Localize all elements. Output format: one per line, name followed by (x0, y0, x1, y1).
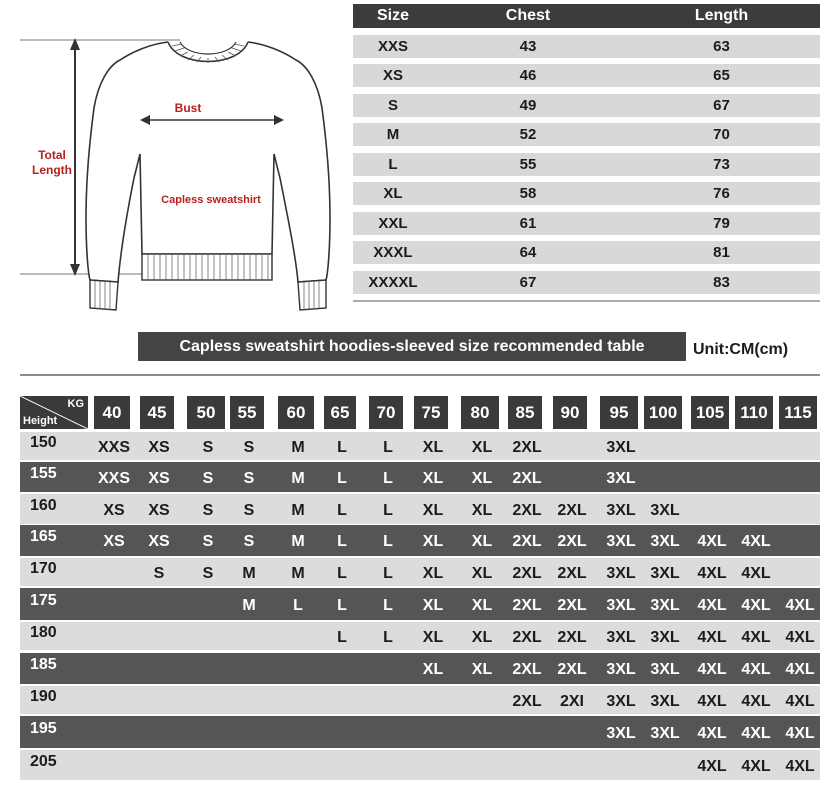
height-cell: 205 (30, 752, 57, 770)
size-recommendation-cell: 4XL (741, 596, 771, 614)
height-row (20, 750, 820, 780)
size-recommendation-cell: L (383, 628, 393, 646)
size-recommendation-cell: 3XL (650, 661, 680, 678)
length-cell: 83 (713, 273, 730, 291)
weight-header-cell: 40 (94, 396, 130, 429)
chart-divider (353, 300, 820, 302)
chest-cell: 43 (519, 37, 537, 55)
size-recommendation-cell: L (383, 501, 393, 519)
size-recommendation-cell: L (383, 564, 393, 582)
size-recommendation-cell: XL (471, 564, 493, 582)
size-recommendation-cell: L (337, 438, 347, 456)
length-cell: 67 (713, 96, 730, 114)
size-recommendation-cell: S (202, 533, 214, 550)
weight-header-cell: 70 (369, 396, 403, 429)
size-recommendation-cell: XL (422, 628, 444, 646)
height-cell: 150 (30, 433, 57, 451)
size-recommendation-cell: L (337, 596, 347, 614)
size-recommendation-cell: 4XL (741, 757, 771, 775)
size-recommendation-cell: 2XL (512, 501, 542, 519)
header-size: Size (376, 7, 409, 24)
weight-header-cell: 50 (187, 396, 225, 429)
size-recommendation-cell: 2XL (512, 692, 542, 710)
weight-header-row (20, 396, 820, 429)
length-cell: 70 (713, 126, 730, 143)
chest-cell: 55 (519, 155, 537, 173)
size-recommendation-cell: 4XL (697, 628, 727, 646)
size-recommendation-cell: S (202, 501, 214, 519)
size-recommendation-cell: 2XL (512, 533, 542, 550)
length-cell: 81 (713, 244, 730, 261)
size-recommendation-cell: M (291, 501, 305, 519)
size-recommendation-cell: 2XL (512, 469, 542, 487)
size-recommendation-cell: XL (471, 533, 493, 550)
height-cell: 160 (30, 496, 57, 514)
height-row (20, 588, 820, 620)
size-recommendation-cell: 3XL (606, 596, 636, 614)
height-cell: 155 (30, 464, 57, 482)
size-recommendation-cell: 3XL (606, 469, 636, 487)
size-recommendation-cell: 3XL (606, 533, 636, 550)
size-recommendation-cell: XS (148, 438, 170, 456)
length-cell: 79 (713, 214, 730, 232)
weight-header-cell: 75 (414, 396, 448, 429)
size-recommendation-cell: 3XL (650, 564, 680, 582)
size-recommendation-cell: 3XL (606, 628, 636, 646)
size-recommendation-cell: 4XL (785, 596, 815, 614)
size-recommendation-cell: 4XL (741, 533, 771, 550)
size-recommendation-cell: 4XL (741, 661, 771, 678)
corner-kg: KG (67, 398, 84, 410)
size-cell: XS (382, 67, 403, 84)
size-recommendation-cell: 2XL (557, 596, 587, 614)
size-recommendation-cell: 3XL (650, 724, 680, 742)
size-recommendation-cell: XL (471, 501, 493, 519)
size-recommendation-cell: 2XL (557, 501, 587, 519)
size-recommendation-cell: S (202, 469, 214, 487)
size-recommendation-cell: 4XL (785, 757, 815, 775)
size-cell: XL (383, 185, 403, 202)
size-recommendation-cell: 2XL (512, 596, 542, 614)
size-recommendation-cell: 3XL (606, 564, 636, 582)
size-cell: M (386, 126, 400, 143)
total-length-label: Total Length (32, 148, 72, 177)
size-recommendation-cell: 4XL (697, 661, 727, 678)
size-recommendation-cell: XL (422, 438, 444, 456)
size-chart-row (353, 123, 820, 146)
length-cell: 76 (713, 185, 730, 202)
size-recommendation-cell: XS (103, 533, 125, 550)
height-cell: 190 (30, 687, 57, 705)
size-recommendation-cell: S (202, 564, 214, 582)
sweatshirt-diagram (20, 28, 345, 323)
size-recommendation-cell: 4XL (697, 757, 727, 775)
size-recommendation-cell: M (291, 469, 305, 487)
size-recommendation-cell: 4XL (785, 724, 815, 742)
recommend-table (20, 396, 820, 775)
size-recommendation-cell: L (383, 533, 393, 550)
size-recommendation-cell: M (291, 564, 305, 582)
size-chart (353, 4, 820, 302)
size-recommendation-cell: XL (422, 564, 444, 582)
size-recommendation-cell: S (202, 438, 214, 456)
size-recommendation-cell: XS (103, 501, 125, 519)
size-recommendation-cell: 3XL (606, 501, 636, 519)
size-recommendation-cell: M (291, 438, 305, 456)
size-chart-row (353, 182, 820, 205)
size-cell: XXS (377, 37, 408, 55)
length-cell: 63 (713, 37, 730, 55)
height-cell: 185 (30, 656, 57, 673)
size-recommendation-cell: XL (471, 438, 493, 456)
size-recommendation-cell: XL (471, 596, 493, 614)
chest-cell: 67 (519, 273, 537, 291)
size-recommendation-cell: L (337, 628, 347, 646)
size-recommendation-cell: 4XL (741, 564, 771, 582)
size-recommendation-cell: 3XL (650, 533, 680, 550)
size-recommendation-cell: L (337, 501, 347, 519)
size-recommendation-cell: L (337, 533, 347, 550)
size-recommendation-cell: XL (422, 501, 444, 519)
weight-header-cell: 65 (324, 396, 356, 429)
height-row (20, 622, 820, 650)
size-cell: XXL (378, 214, 408, 232)
weight-header-cell: 95 (600, 396, 638, 429)
height-row (20, 494, 820, 524)
header-chest: Chest (505, 7, 551, 24)
size-recommendation-cell: 3XL (650, 628, 680, 646)
chest-cell: 49 (519, 96, 537, 114)
size-recommendation-cell: S (153, 564, 165, 582)
weight-header-cell: 100 (644, 396, 682, 429)
size-recommendation-cell: 2XL (512, 628, 542, 646)
height-row (20, 525, 820, 556)
size-cell: XXXL (373, 244, 413, 261)
size-recommendation-cell: 4XL (697, 596, 727, 614)
corner-cell (20, 396, 88, 429)
section-divider (20, 374, 820, 376)
weight-header-cell: 55 (230, 396, 264, 429)
size-recommendation-cell: 4XL (785, 628, 815, 646)
size-recommendation-cell: 4XL (741, 692, 771, 710)
height-cell: 175 (30, 591, 57, 609)
weight-header-cell: 60 (278, 396, 314, 429)
size-recommendation-cell: M (291, 533, 305, 550)
size-recommendation-cell: 4XL (741, 724, 771, 742)
size-recommendation-cell: S (243, 469, 255, 487)
size-recommendation-cell: 4XL (697, 692, 727, 710)
recommend-table-title: Capless sweatshirt hoodies-sleeved size recommended table (138, 332, 686, 361)
size-chart-row (353, 35, 820, 58)
size-recommendation-cell: XL (422, 661, 444, 678)
size-recommendation-cell: 3XL (606, 438, 636, 456)
size-recommendation-cell: 4XL (785, 661, 815, 678)
size-recommendation-cell: 4XL (697, 724, 727, 742)
size-recommendation-cell: L (383, 469, 393, 487)
size-chart-row (353, 64, 820, 87)
weight-header-cell: 105 (691, 396, 729, 429)
weight-header-cell: 80 (461, 396, 499, 429)
size-recommendation-cell: 2XL (557, 661, 587, 678)
size-recommendation-cell: L (383, 596, 393, 614)
weight-header-cell: 110 (735, 396, 773, 429)
size-recommendation-cell: 2XL (512, 564, 542, 582)
size-recommendation-cell: XL (471, 628, 493, 646)
size-recommendation-cell: 2XL (512, 438, 542, 456)
size-cell: XXXXL (368, 273, 418, 291)
bust-label: Bust (174, 101, 202, 115)
size-recommendation-cell: 2XL (557, 628, 587, 646)
size-recommendation-cell: S (243, 533, 255, 550)
size-cell: S (387, 96, 398, 114)
length-cell: 65 (713, 67, 730, 84)
size-recommendation-cell: 3XL (650, 501, 680, 519)
size-recommendation-cell: 2XI (559, 692, 584, 710)
weight-header-cell: 45 (140, 396, 174, 429)
size-recommendation-cell: 4XL (741, 628, 771, 646)
size-recommendation-cell: XL (471, 661, 493, 678)
height-row (20, 462, 820, 492)
size-recommendation-cell: L (293, 596, 303, 614)
size-chart-row (353, 241, 820, 264)
size-recommendation-cell: L (337, 469, 347, 487)
size-recommendation-cell: 2XL (557, 533, 587, 550)
size-recommendation-cell: 3XL (606, 724, 636, 742)
size-recommendation-cell: XL (422, 469, 444, 487)
weight-header-cell: 90 (553, 396, 587, 429)
size-recommendation-cell: 4XL (697, 533, 727, 550)
size-recommendation-cell: XS (148, 469, 170, 487)
size-recommendation-cell: S (243, 438, 255, 456)
height-cell: 165 (30, 528, 57, 545)
height-row (20, 686, 820, 714)
height-cell: 180 (30, 623, 57, 641)
size-recommendation-cell: 2XL (512, 661, 542, 678)
size-recommendation-cell: XL (471, 469, 493, 487)
size-recommendation-cell: L (383, 438, 393, 456)
chest-cell: 61 (519, 214, 537, 232)
size-chart-row (353, 271, 820, 294)
chest-cell: 58 (519, 185, 537, 202)
product-label: Capless sweatshirt (161, 194, 261, 206)
size-recommendation-cell: XXS (97, 438, 130, 456)
size-recommendation-cell: 3XL (650, 692, 680, 710)
size-recommendation-cell: 4XL (697, 564, 727, 582)
weight-header-cell: 115 (779, 396, 817, 429)
size-recommendation-cell: XL (422, 596, 444, 614)
size-recommendation-cell: 2XL (557, 564, 587, 582)
weight-header-cell: 85 (508, 396, 542, 429)
size-recommendation-cell: XL (422, 533, 444, 550)
height-row (20, 653, 820, 684)
height-row (20, 432, 820, 460)
size-recommendation-cell: XS (148, 501, 170, 519)
height-cell: 170 (30, 559, 57, 577)
size-recommendation-cell: 3XL (606, 661, 636, 678)
height-row (20, 716, 820, 748)
size-recommendation-cell: 3XL (650, 596, 680, 614)
size-recommendation-cell: 3XL (606, 692, 636, 710)
size-chart-row (353, 153, 820, 176)
size-chart-header (353, 4, 820, 28)
size-recommendation-cell: XXS (97, 469, 130, 487)
size-chart-row (353, 212, 820, 235)
size-recommendation-cell: 4XL (785, 692, 815, 710)
height-cell: 195 (30, 719, 57, 737)
height-row (20, 558, 820, 586)
size-recommendation-cell: XS (148, 533, 170, 550)
size-recommendation-cell: S (243, 501, 255, 519)
size-cell: L (388, 155, 398, 173)
size-recommendation-cell: L (337, 564, 347, 582)
size-chart-row (353, 94, 820, 117)
chest-cell: 64 (519, 244, 537, 261)
unit-label: Unit:CM(cm) (693, 341, 789, 358)
size-recommendation-cell: M (242, 596, 256, 614)
size-recommendation-cell: M (242, 564, 256, 582)
length-cell: 73 (713, 155, 730, 173)
chest-cell: 52 (519, 126, 537, 143)
corner-height: Height (23, 415, 58, 427)
chest-cell: 46 (519, 67, 537, 84)
header-length: Length (694, 7, 749, 24)
